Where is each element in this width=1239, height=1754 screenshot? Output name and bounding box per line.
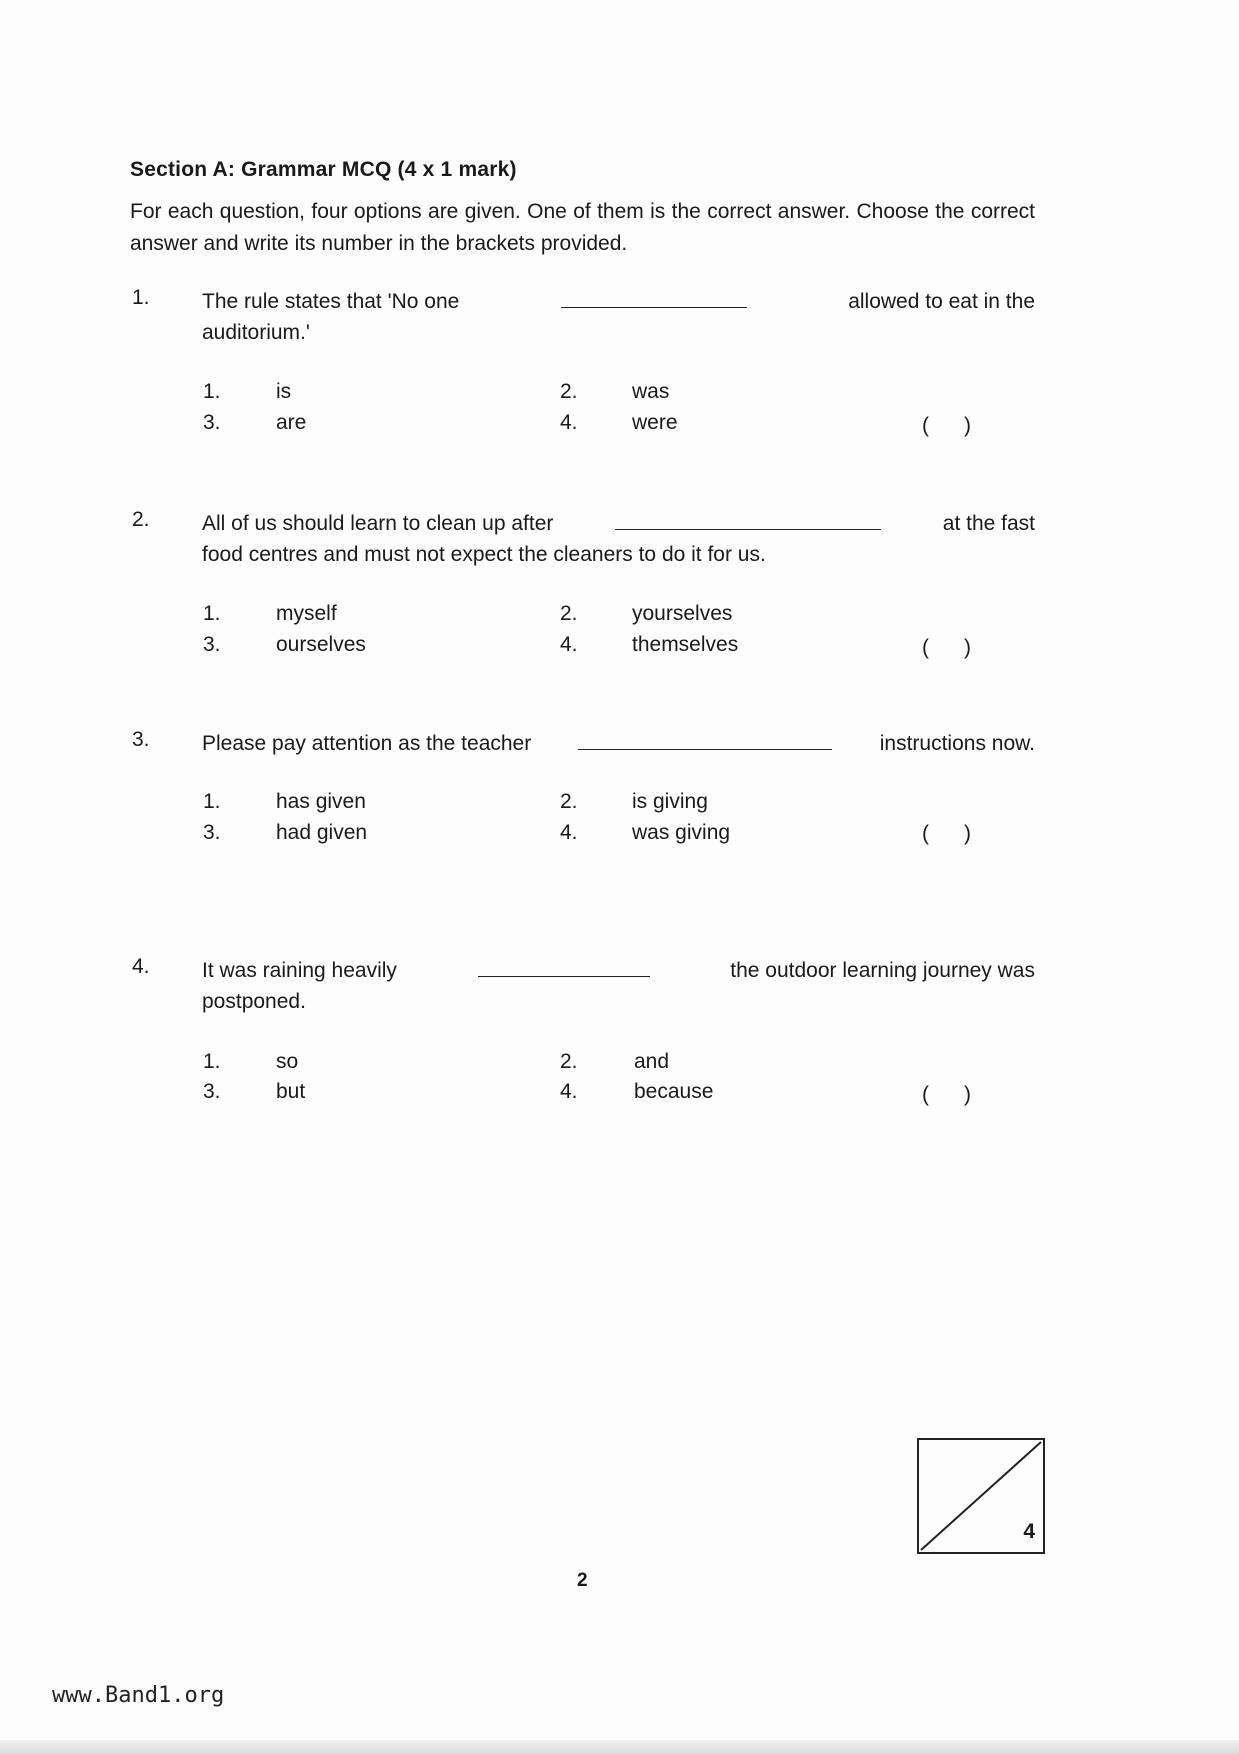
option-text: themselves bbox=[632, 633, 739, 656]
option-number: 3. bbox=[203, 411, 221, 434]
option-number: 1. bbox=[203, 790, 221, 813]
question-number: 1. bbox=[132, 286, 150, 309]
question-number: 4. bbox=[132, 955, 150, 978]
option-number: 4. bbox=[560, 821, 578, 844]
answer-bracket[interactable]: ( ) bbox=[922, 636, 971, 659]
option-number: 1. bbox=[203, 380, 221, 403]
option-number: 2. bbox=[560, 1050, 578, 1073]
option-number: 3. bbox=[203, 1080, 221, 1103]
option-text: yourselves bbox=[632, 602, 733, 625]
option-number: 4. bbox=[560, 1080, 578, 1103]
question-stem bbox=[202, 508, 1035, 570]
stem-after-blank: instructions now. bbox=[879, 732, 1035, 755]
option-number: 4. bbox=[560, 411, 578, 434]
option-text: is giving bbox=[632, 790, 708, 813]
stem-second-line: postponed. bbox=[202, 990, 306, 1013]
stem-after-blank: allowed to eat in the bbox=[848, 290, 1035, 313]
option-number: 1. bbox=[203, 1050, 221, 1073]
option-number: 3. bbox=[203, 821, 221, 844]
stem-after-blank: at the fast bbox=[942, 512, 1035, 535]
stem-after-blank: the outdoor learning journey was bbox=[730, 959, 1035, 982]
answer-blank bbox=[578, 731, 832, 750]
answer-bracket[interactable]: ( ) bbox=[922, 414, 971, 437]
option-text: myself bbox=[276, 602, 337, 625]
score-box bbox=[917, 1438, 1045, 1554]
option-text: has given bbox=[276, 790, 366, 813]
option-number: 1. bbox=[203, 602, 221, 625]
option-text: ourselves bbox=[276, 633, 366, 656]
option-text: because bbox=[634, 1080, 714, 1103]
page-number: 2 bbox=[577, 1570, 588, 1591]
stem-before-blank: Please pay attention as the teacher bbox=[202, 732, 532, 755]
option-number: 3. bbox=[203, 633, 221, 656]
option-text: and bbox=[634, 1050, 670, 1073]
option-text: was giving bbox=[632, 821, 731, 844]
question-stem bbox=[202, 286, 1035, 348]
question-stem bbox=[202, 955, 1035, 1017]
option-text: was bbox=[632, 380, 670, 403]
question-stem bbox=[202, 728, 1035, 759]
option-number: 2. bbox=[560, 790, 578, 813]
stem-before-blank: It was raining heavily bbox=[202, 959, 397, 982]
option-number: 2. bbox=[560, 380, 578, 403]
section-title: Section A: Grammar MCQ (4 x 1 mark) bbox=[130, 158, 517, 181]
stem-second-line: food centres and must not expect the cleaners to do it for us. bbox=[202, 543, 766, 566]
option-text: are bbox=[276, 411, 307, 434]
option-text: is bbox=[276, 380, 292, 403]
stem-second-line: auditorium.' bbox=[202, 321, 310, 344]
answer-blank bbox=[561, 289, 747, 308]
option-text: so bbox=[276, 1050, 299, 1073]
option-number: 4. bbox=[560, 633, 578, 656]
stem-before-blank: The rule states that 'No one bbox=[202, 290, 460, 313]
question-number: 2. bbox=[132, 508, 150, 531]
answer-blank bbox=[615, 511, 881, 530]
question-number: 3. bbox=[132, 728, 150, 751]
option-text: were bbox=[632, 411, 678, 434]
score-total: 4 bbox=[1023, 1520, 1035, 1543]
scan-edge-strip bbox=[0, 1740, 1239, 1754]
instructions-text: For each question, four options are given. One of them is the correct answer. Choose the correct answer and write its number in the brackets provided. bbox=[130, 200, 1035, 255]
answer-bracket[interactable]: ( ) bbox=[922, 1083, 971, 1106]
answer-blank bbox=[478, 958, 650, 977]
footer-url[interactable]: www.Band1.org bbox=[52, 1683, 225, 1708]
option-text: had given bbox=[276, 821, 368, 844]
option-text: but bbox=[276, 1080, 306, 1103]
answer-bracket[interactable]: ( ) bbox=[922, 822, 971, 845]
stem-before-blank: All of us should learn to clean up after bbox=[202, 512, 554, 535]
option-number: 2. bbox=[560, 602, 578, 625]
